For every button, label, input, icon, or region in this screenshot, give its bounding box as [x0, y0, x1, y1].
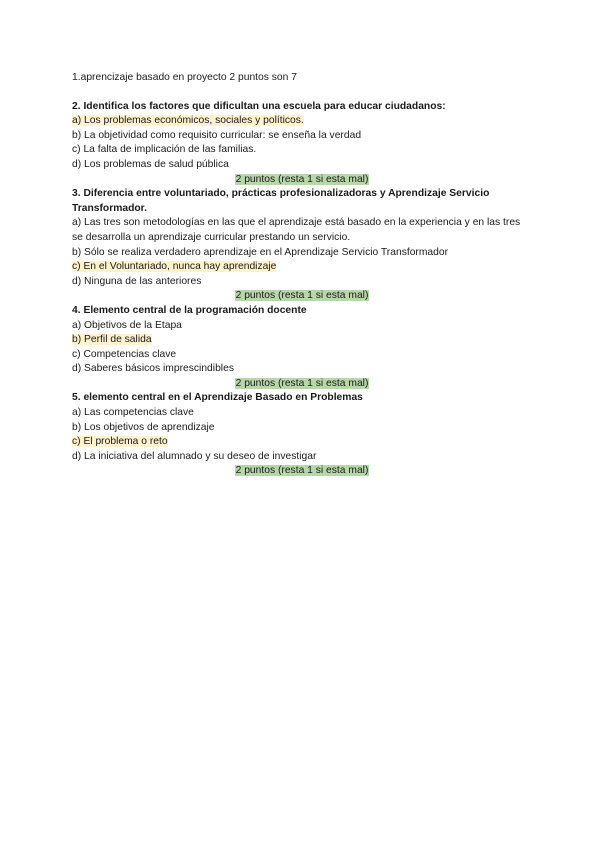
question-block — [72, 100, 532, 188]
option-correct: b) Perfil de salida — [72, 334, 152, 346]
option: d) Ninguna de las anteriores — [72, 275, 202, 287]
question-block — [72, 304, 532, 392]
question-block — [72, 187, 532, 304]
question-title: 3. Diferencia entre voluntariado, prácticas profesionalizadoras y Aprendizaje Servicio Transformador. — [72, 188, 490, 214]
option: b) La objetividad como requisito curricular: se enseña la verdad — [72, 129, 362, 141]
question-title: 5. elemento central en el Aprendizaje Basado en Problemas — [72, 392, 363, 404]
question-title: 2. Identifica los factores que dificultan una escuela para educar ciudadanos: — [72, 100, 446, 112]
spacer — [72, 86, 532, 100]
intro-line: 1.aprencizaje basado en proyecto 2 puntos son 7 — [72, 72, 297, 83]
option: d) La iniciativa del alumnado y su deseo de investigar — [72, 450, 317, 462]
points-label: 2 puntos (resta 1 si esta mal) — [235, 290, 369, 302]
points-label: 2 puntos (resta 1 si esta mal) — [235, 173, 369, 185]
document-page — [72, 71, 532, 479]
points-label: 2 puntos (resta 1 si esta mal) — [235, 377, 369, 389]
points-label: 2 puntos (resta 1 si esta mal) — [235, 465, 369, 477]
option-correct: c) En el Voluntariado, nunca hay aprendizaje — [72, 261, 277, 273]
option-correct: c) El problema o reto — [72, 436, 168, 448]
option: c) La falta de implicación de las familias. — [72, 144, 257, 156]
option: d) Saberes básicos imprescindibles — [72, 363, 234, 375]
option-correct: a) Los problemas económicos, sociales y políticos. — [72, 115, 304, 127]
option: b) Los objetivos de aprendizaje — [72, 421, 215, 433]
option: a) Objetivos de la Etapa — [72, 319, 182, 331]
question-block — [72, 391, 532, 479]
question-title: 4. Elemento central de la programación docente — [72, 304, 307, 316]
option: a) Las tres son metodologías en las que el aprendizaje está basado en la experiencia y en las tres se desarrolla un aprendizaje curricular prestando un servicio. — [72, 217, 521, 243]
option: c) Competencias clave — [72, 348, 177, 360]
option: d) Los problemas de salud pública — [72, 158, 229, 170]
option: a) Las competencias clave — [72, 407, 194, 419]
option: b) Sólo se realiza verdadero aprendizaje en el Aprendizaje Servicio Transformador — [72, 246, 449, 258]
